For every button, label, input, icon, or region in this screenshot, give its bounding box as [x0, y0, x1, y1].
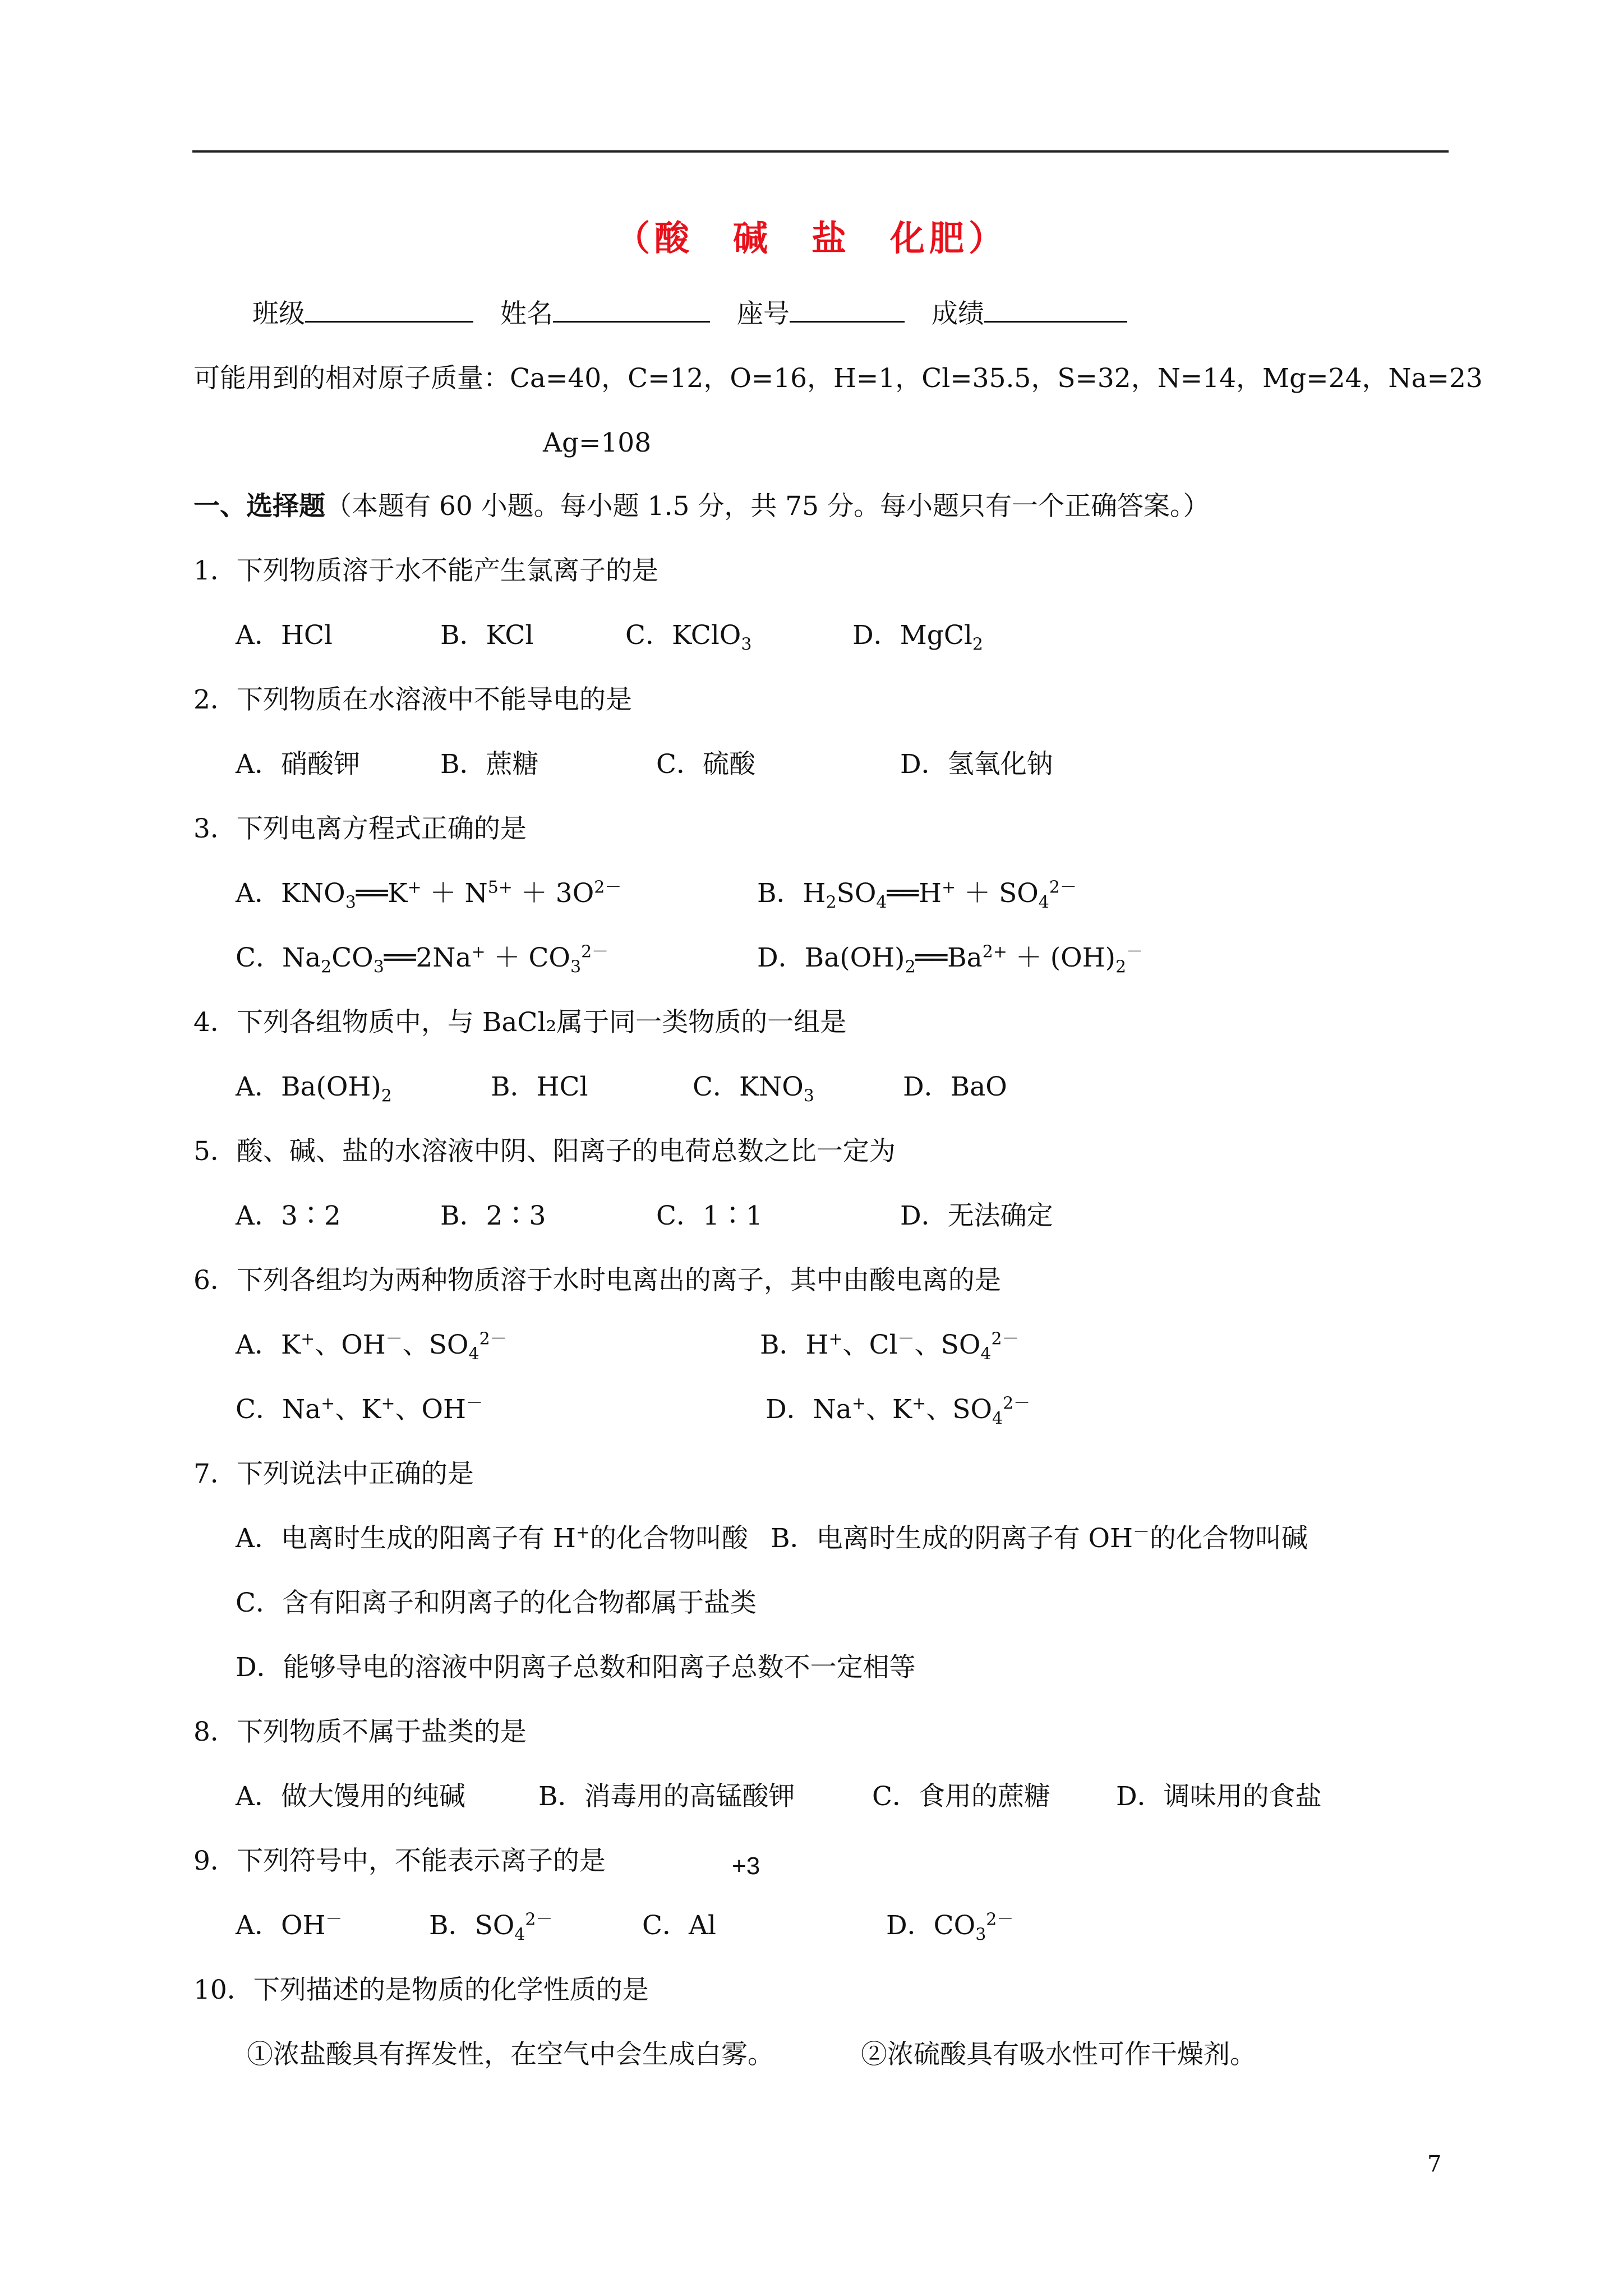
question-9-stem: 9．下列符号中，不能表示离子的是: [193, 1846, 606, 1876]
question-1-stem: 1．下列物质溶于水不能产生氯离子的是: [193, 555, 658, 586]
q3-option-c: C．$Na_2CO_3══2Na^+ + CO_3^{2-}$: [236, 942, 609, 977]
seat-label: 座号: [737, 298, 790, 329]
question-7-stem: 7．下列说法中正确的是: [193, 1458, 474, 1489]
q3-option-b: B．$H_2SO_4══H^+ + SO_4^{2-}$: [757, 877, 1077, 913]
q2-option-d: D．氢氧化钠: [900, 749, 1053, 780]
q9-option-b: B．$SO_4^{2-}$: [429, 1910, 553, 1945]
q4-option-a: A．$Ba(OH)_2$: [236, 1071, 392, 1106]
q9-option-a: A．OH－: [236, 1910, 343, 1941]
page-number: 7: [1427, 2151, 1442, 2177]
q1-option-d: D．MgCl$_2$: [852, 620, 983, 655]
q6-option-c: C．Na+、K+、OH－: [236, 1393, 483, 1425]
name-label: 姓名: [500, 298, 553, 329]
class-blank[interactable]: [305, 297, 473, 323]
student-info-row: [252, 297, 1127, 331]
q8-option-a: A．做大馒用的纯碱: [236, 1781, 465, 1812]
question-5-stem: 5．酸、碱、盐的水溶液中阴、阳离子的电荷总数之比一定为: [193, 1136, 896, 1167]
question-3-stem: 3．下列电离方程式正确的是: [193, 813, 527, 844]
score-blank[interactable]: [984, 297, 1127, 323]
question-8-stem: 8．下列物质不属于盐类的是: [193, 1717, 527, 1747]
q6-option-a: A．K+、OH－、$SO_4^{2-}$: [236, 1329, 507, 1364]
page-title: （酸 碱 盐 化肥）: [615, 218, 1008, 259]
q1-option-c: C．KClO$_3$: [625, 620, 752, 655]
q3-option-a: A．$KNO_3══K^+ + N^{5+} + 3O^{2-}$: [236, 877, 622, 913]
q4-option-d: D．BaO: [903, 1071, 1007, 1102]
question-10-stem: 10．下列描述的是物质的化学性质的是: [193, 1975, 649, 2005]
atomic-mass-line-1: 可能用到的相对原子质量：Ca=40，C=12，O=16，H=1，Cl=35.5，S=32，N=14，Mg=24，Na=23: [193, 363, 1483, 394]
section-label: 一、选择题: [193, 491, 325, 522]
q6-option-d: D．Na+、K+、$SO_4^{2-}$: [766, 1393, 1031, 1429]
q10-statement-2: ②浓硫酸具有吸水性可作干燥剂。: [861, 2039, 1256, 2070]
q6-option-b: B．H+、Cl－、$SO_4^{2-}$: [760, 1329, 1019, 1364]
q4-option-b: B．HCl: [491, 1071, 588, 1102]
q2-option-a: A．硝酸钾: [236, 749, 360, 780]
q3-option-d: D．$Ba(OH)_2══Ba^{2+} + (OH)_2^-$: [757, 942, 1144, 977]
q7-option-a: A．电离时生成的阳离子有 H+的化合物叫酸: [236, 1522, 749, 1554]
q5-option-b: B．2∶3: [440, 1200, 546, 1231]
q8-option-c: C．食用的蔗糖: [872, 1781, 1050, 1812]
q5-option-a: A．3∶2: [236, 1200, 341, 1231]
question-2-stem: 2．下列物质在水溶液中不能导电的是: [193, 684, 632, 715]
q4-option-c: C．$KNO_3$: [693, 1071, 814, 1106]
question-6-stem: 6．下列各组均为两种物质溶于水时电离出的离子，其中由酸电离的是: [193, 1265, 1001, 1296]
seat-blank[interactable]: [790, 297, 905, 323]
atomic-mass-line-2: Ag=108: [543, 427, 652, 458]
section-heading: [193, 490, 1210, 523]
q2-option-c: C．硫酸: [656, 749, 755, 780]
q9-option-d: D．$CO_3^{2-}$: [886, 1910, 1014, 1945]
q1-option-a: A．HCl: [236, 620, 333, 651]
score-label: 成绩: [932, 298, 984, 329]
section-description: （本题有 60 小题。每小题 1.5 分，共 75 分。每小题只有一个正确答案。）: [325, 491, 1210, 522]
class-label: 班级: [252, 298, 305, 329]
name-blank[interactable]: [553, 297, 710, 323]
q9-valence-mark: +3: [732, 1852, 760, 1880]
header-rule: [192, 150, 1449, 153]
q5-option-c: C．1∶1: [656, 1200, 763, 1231]
question-4-stem: 4．下列各组物质中，与 BaCl₂属于同一类物质的一组是: [193, 1007, 847, 1038]
q8-option-b: B．消毒用的高锰酸钾: [538, 1781, 795, 1812]
q1-option-b: B．KCl: [440, 620, 534, 651]
q2-option-b: B．蔗糖: [440, 749, 539, 780]
q5-option-d: D．无法确定: [900, 1200, 1053, 1231]
q7-option-c: C．含有阳离子和阴离子的化合物都属于盐类: [236, 1588, 757, 1618]
q7-option-b: B．电离时生成的阴离子有 OH－的化合物叫碱: [771, 1522, 1308, 1554]
q7-option-d: D．能够导电的溶液中阴离子总数和阳离子总数不一定相等: [236, 1652, 916, 1683]
q10-statement-1: ①浓盐酸具有挥发性，在空气中会生成白雾。: [247, 2039, 774, 2070]
q8-option-d: D．调味用的食盐: [1116, 1781, 1322, 1812]
q7-options-ab: [236, 1522, 1308, 1556]
q9-option-c: C．Al: [642, 1910, 716, 1941]
